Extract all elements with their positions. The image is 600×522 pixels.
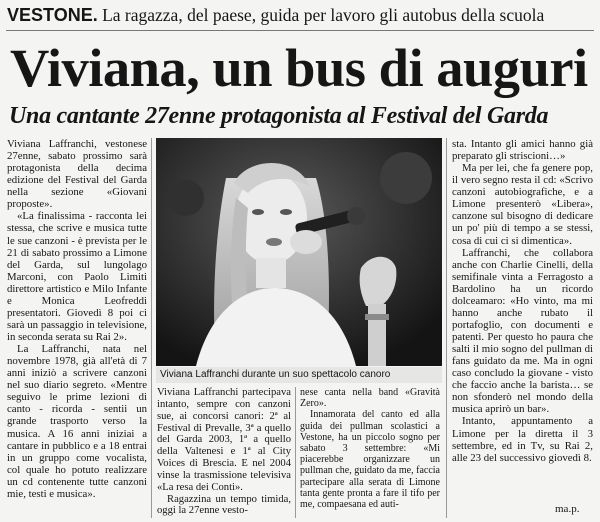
paragraph: Ma per lei, che fa genere pop, il vero segno resta il cd: «Scrivo canzoni autobiografiche, e a Limone presenterò «Libera», canzone sul bisogno di dedicare un po' più di tempo a se stessi, cosa di cui ci si dimentica».	[452, 162, 593, 247]
kicker-rule	[6, 30, 594, 31]
column-divider	[151, 138, 152, 518]
column-divider	[446, 138, 447, 518]
article-column-4	[452, 138, 593, 502]
headline: Viviana, un bus di auguri	[10, 37, 588, 98]
paragraph: Laffranchi, che collabora anche con Charlie Cinelli, della semifinale vinta a Ferragosto a Bardolino ha un ricordo dolceamaro: «Ho vinto, ma mi hanno anche rubato il portafoglio, con documenti e patenti. Per questo ho paura che salti il mio sogno del pullman di fans guidato da me. Ma in ogni caso concludo la giovane - visto che faccio anche la barista… se non sfonderò nel mondo della musica aprirò un bar».	[452, 246, 593, 416]
article-photo	[156, 138, 442, 366]
subheadline: Una cantante 27enne protagonista al Festival del Garda	[9, 103, 549, 129]
paragraph: Viviana Laffranchi partecipava intanto, sempre con canzoni sue, ai concorsi canori: 2ª al Festival di Prevalle, 3ª a quello del Garda 2003, 1ª a quello della Valtenesi e 1ª al City Voices di Brescia. E nel 2004 vinse la trasmissione televisiva «La resa dei Conti».	[157, 387, 291, 493]
kicker-location: VESTONE.	[7, 5, 98, 25]
article-column-3	[300, 387, 440, 517]
paragraph: sta. Intanto gli amici hanno già preparato gli striscioni…»	[452, 138, 593, 163]
paragraph: Innamorata del canto ed alla guida dei pullman scolastici a Vestone, ha un piccolo sogno per sabato 3 settembre: «Mi piacerebbe organizzare un pullman che, guidato da me, faccia partecipare alla serata di Limone tanta gente pronta a fare il tifo per me, compaesana ed auti-	[300, 409, 440, 510]
paragraph: «La finalissima - racconta lei stessa, che scrive e musica tutte le sue canzoni - è prevista per le 21 di sabato prossimo a Limone del Garda, sul lungolago Marconi, con Paolo Limiti direttore artistico e Milo Infante e Monica Leofreddi presentatori. Giovedì 8 poi ci sarà un passaggio in televisione, in seconda serata su Rai 2».	[7, 210, 147, 343]
photo-caption: Viviana Laffranchi durante un suo spettacolo canoro	[156, 367, 442, 383]
paragraph: Ragazzina un tempo timida, oggi la 27enne vesto-	[157, 493, 291, 517]
paragraph: Viviana Laffranchi, vestonese 27enne, sabato prossimo sarà protagonista della decima edizione del Festival del Garda nella sezione «Giovani proposte».	[7, 138, 147, 211]
author-signature: ma.p.	[555, 503, 580, 515]
singer-photo-illustration	[156, 138, 442, 366]
kicker-text: La ragazza, del paese, guida per lavoro gli autobus della scuola	[102, 5, 545, 25]
paragraph: Intanto, appuntamento a Limone per la diretta il 3 settembre, ed in Tv, su Rai 2, alle 23 del successivo giovedì 8.	[452, 415, 593, 464]
column-divider	[295, 387, 296, 518]
kicker	[7, 4, 595, 26]
article-column-1	[7, 138, 147, 516]
paragraph: nese canta nella band «Gravità Zero».	[300, 387, 440, 410]
paragraph: La Laffranchi, nata nel novembre 1978, già all'età di 7 anni iniziò a scrivere canzoni nel suo diario segreto. «Mentre seguivo le prime lezioni di canto - ricorda - sentii un grande trasporto verso la musica. A 16 anni iniziai a cantare in pubblico e a 18 entrai in un gruppo come vocalista, col quale ho potuto realizzare un cd contenente tutte canzoni mie, testi e musica».	[7, 343, 147, 500]
article-column-2	[157, 387, 291, 517]
